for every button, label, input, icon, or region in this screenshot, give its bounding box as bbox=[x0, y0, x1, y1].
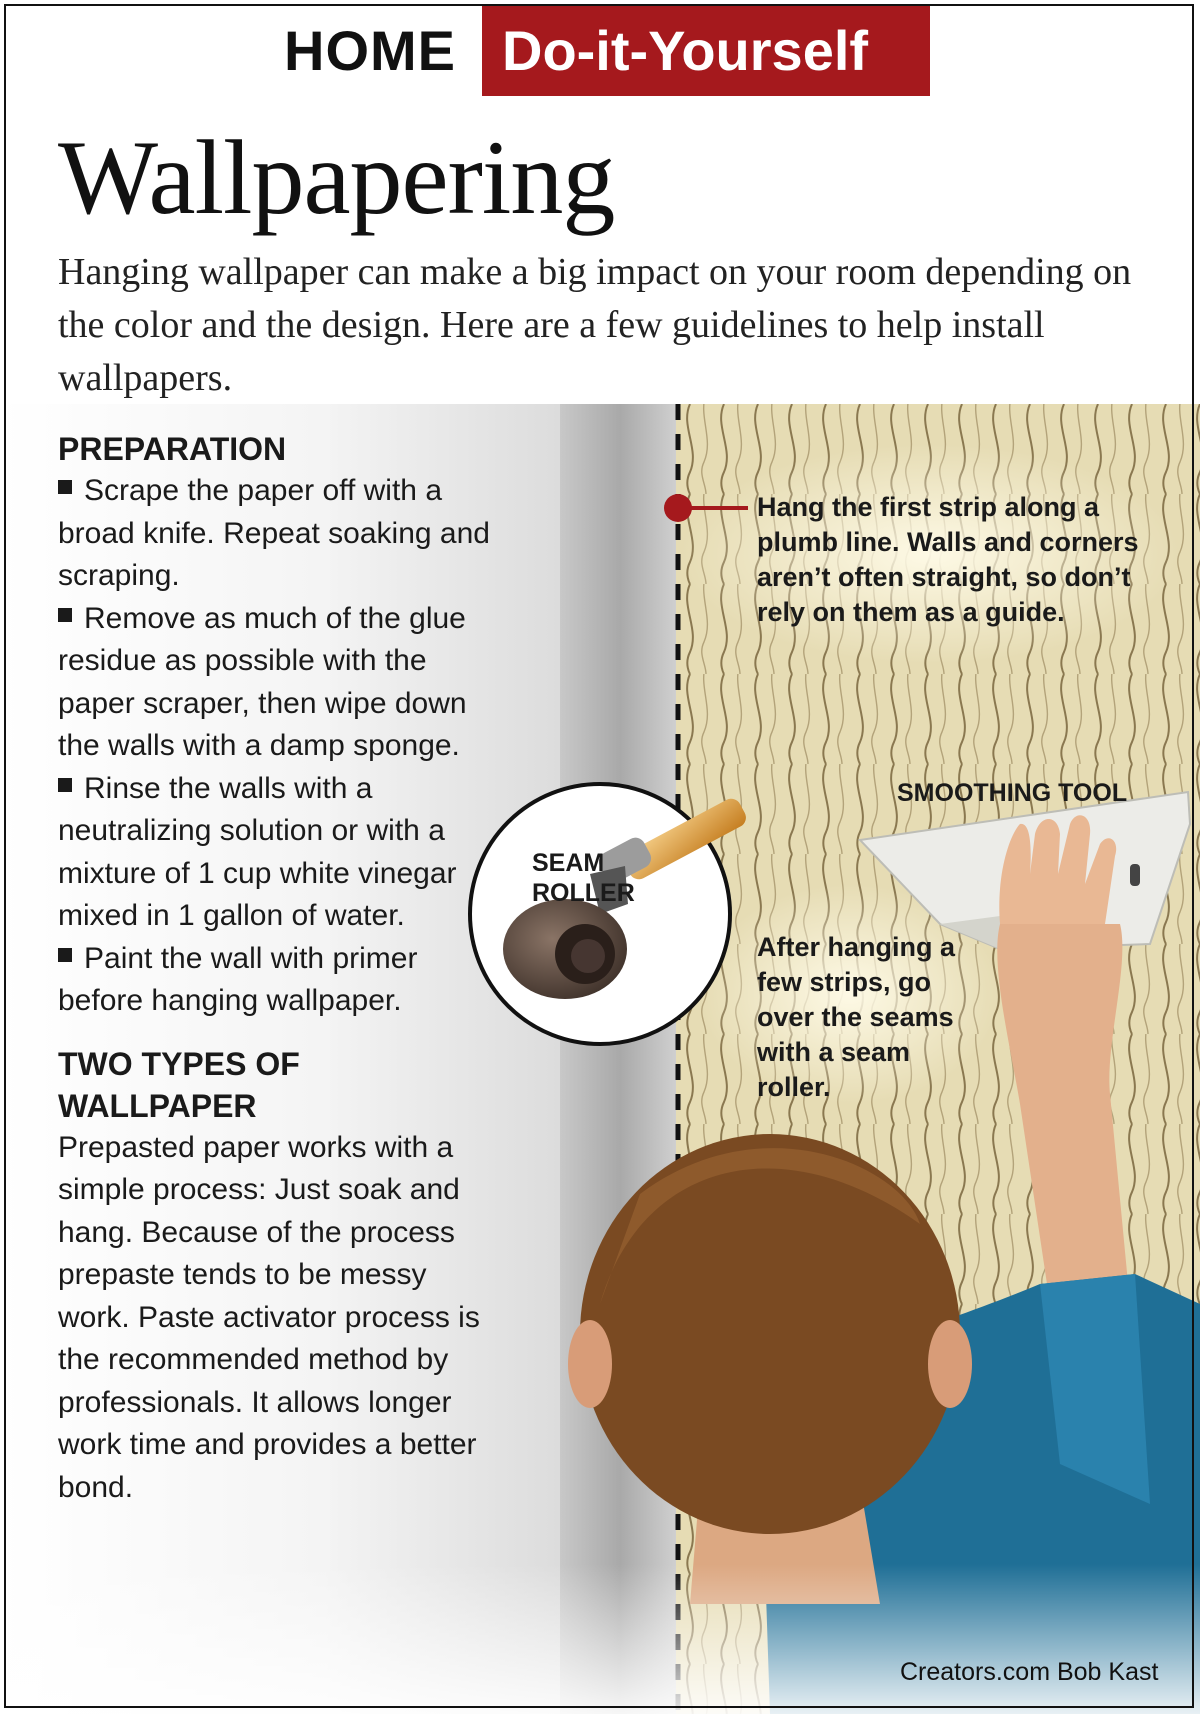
smoothing-tool-label: SMOOTHING TOOL bbox=[897, 779, 1128, 807]
plumb-pin-icon bbox=[664, 494, 692, 522]
seam-callout: After hanging a few strips, go over the seams with a seam roller. bbox=[757, 932, 956, 1102]
preparation-bullet: Rinse the walls with a neutralizing solution or with a mixture of 1 cup white vinegar mixed in 1 gallon of water. bbox=[58, 771, 457, 932]
bullet-square-icon bbox=[58, 608, 72, 622]
bullet-square-icon bbox=[58, 480, 72, 494]
preparation-bullet: Paint the wall with primer before hanging wallpaper. bbox=[58, 941, 418, 1017]
page-title: Wallpapering bbox=[58, 119, 615, 236]
plumb-line-callout: Hang the first strip along a plumb line. Walls and corners aren’t often straight, so don’t rely on them as a guide. bbox=[757, 492, 1139, 627]
intro-paragraph: Hanging wallpaper can make a big impact on your room depending on the color and the design. Here are a few guidelines to help install wallpapers. bbox=[58, 251, 1132, 399]
header-home-label: HOME bbox=[284, 19, 456, 82]
credit-line: Creators.com Bob Kast bbox=[900, 1658, 1159, 1686]
bullet-square-icon bbox=[58, 778, 72, 792]
left-ear bbox=[568, 1320, 612, 1408]
seam-roller-label bbox=[532, 848, 635, 908]
left-text-column bbox=[58, 428, 498, 1509]
preparation-bullet: Remove as much of the glue residue as possible with the paper scraper, then wipe down the walls with a damp sponge. bbox=[58, 601, 467, 762]
preparation-heading: PREPARATION bbox=[58, 431, 287, 467]
seam-roller-label-line2: ROLLER bbox=[532, 879, 635, 907]
bottom-fade bbox=[0, 1564, 1200, 1714]
types-body: Prepasted paper works with a simple process: Just soak and hang. Because of the process prepaste tends to be messy work. Paste activator process is the recommended method by professionals. It allows longer work time and provides a better bond. bbox=[58, 1130, 480, 1504]
preparation-bullet: Scrape the paper off with a broad knife. Repeat soaking and scraping. bbox=[58, 474, 490, 592]
wall-corner bbox=[560, 404, 680, 1714]
seam-roller-label-line1: SEAM bbox=[532, 849, 605, 877]
bullet-square-icon bbox=[58, 948, 72, 962]
right-ear bbox=[928, 1320, 972, 1408]
head-hair bbox=[580, 1134, 960, 1534]
header-category-label: Do-it-Yourself bbox=[502, 19, 869, 82]
types-heading: TWO TYPES OF WALLPAPER bbox=[58, 1045, 300, 1124]
